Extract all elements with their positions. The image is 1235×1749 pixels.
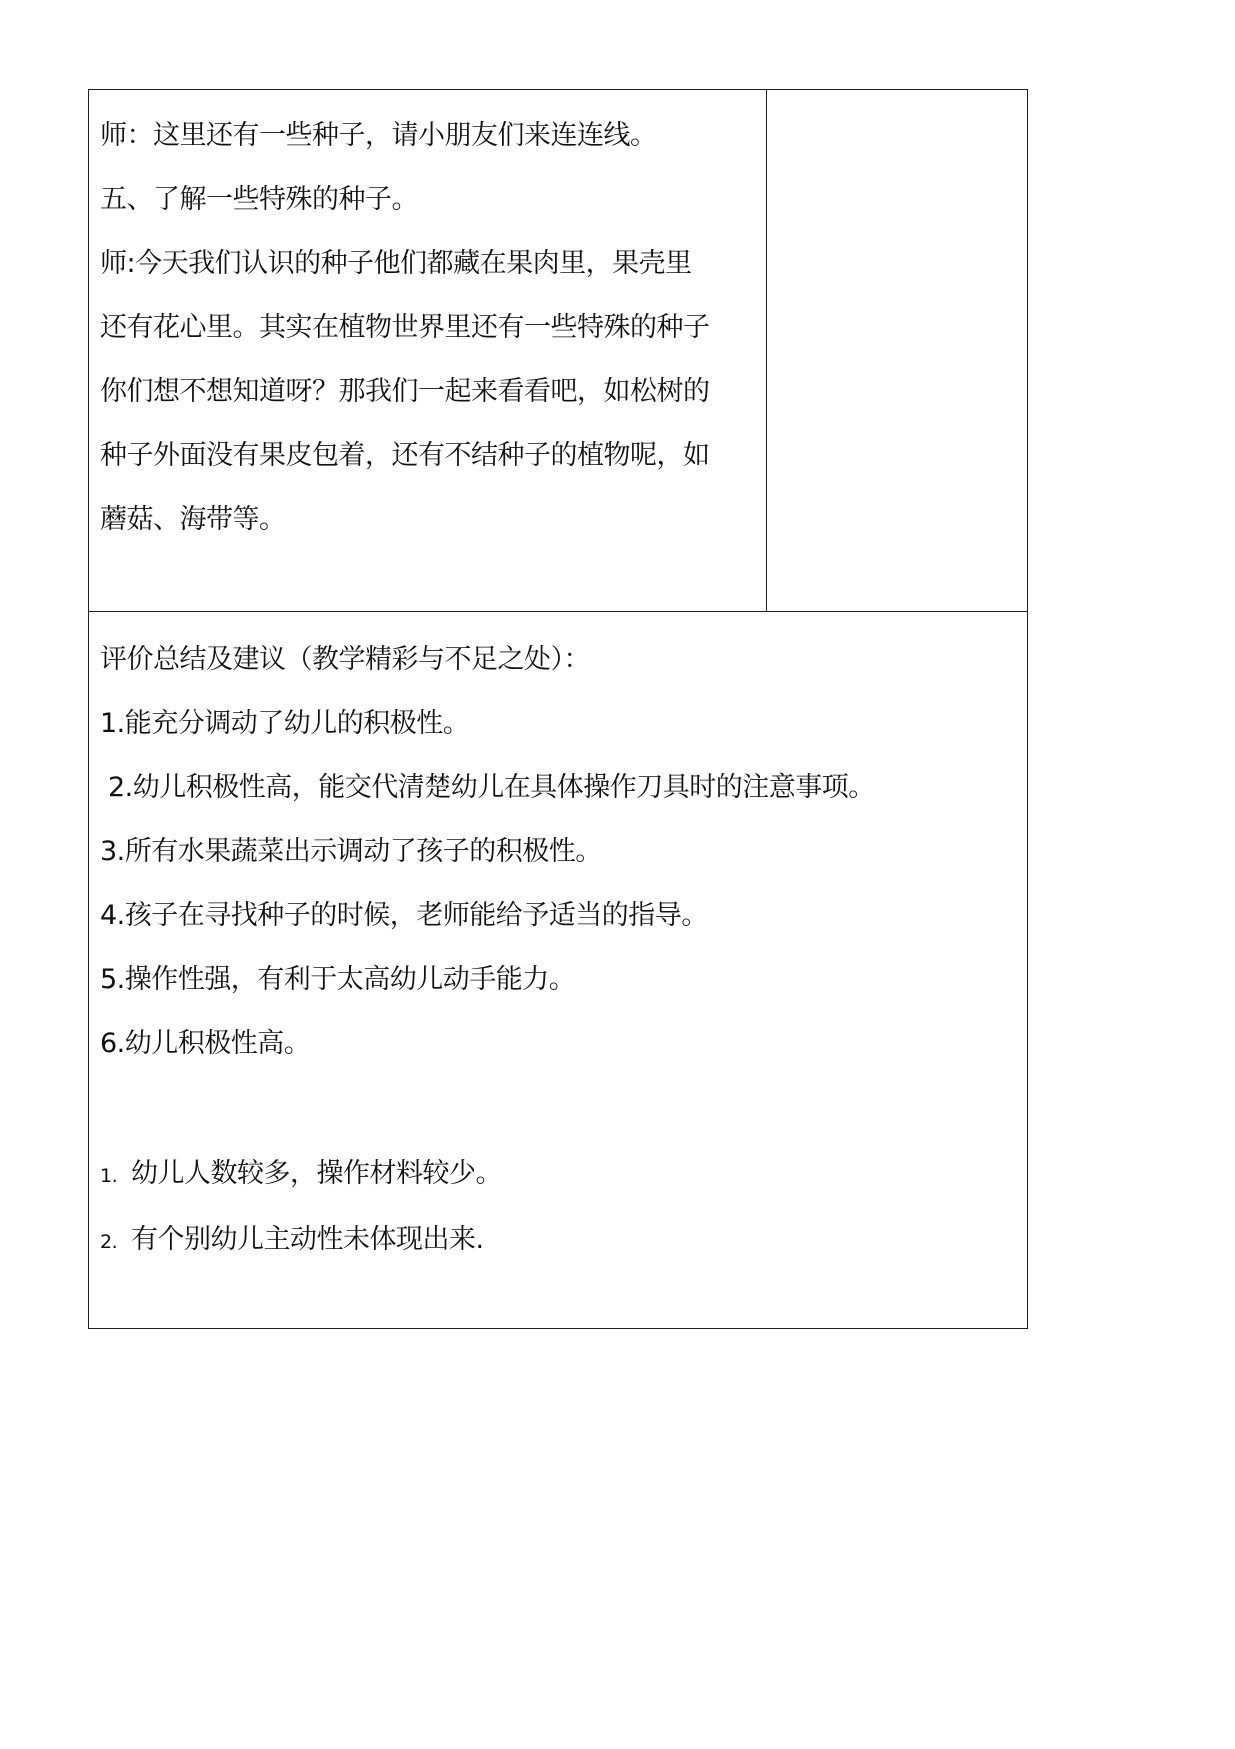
strength-item: 3.所有水果蔬菜出示调动了孩子的积极性。	[100, 836, 602, 867]
strength-item: 2.幼儿积极性高，能交代清楚幼儿在具体操作刀具时的注意事项。	[108, 772, 875, 803]
shortcoming-item	[100, 1142, 1017, 1208]
strength-item: 4.孩子在寻找种子的时候，老师能给予适当的指导。	[100, 900, 708, 931]
evaluation-cell	[89, 612, 1027, 1328]
shortcoming-text: 有个别幼儿主动性未体现出来.	[131, 1224, 484, 1255]
lesson-line: 蘑菇、海带等。	[100, 504, 286, 535]
list-number: 1.	[100, 1165, 118, 1187]
shortcoming-item	[100, 1208, 1017, 1274]
lesson-line: 还有花心里。其实在植物世界里还有一些特殊的种子	[100, 312, 710, 343]
strength-item: 6.幼儿积极性高。	[100, 1028, 311, 1059]
strength-item: 5.操作性强，有利于太高幼儿动手能力。	[100, 964, 576, 995]
lesson-line: 师:今天我们认识的种子他们都藏在果肉里，果壳里	[100, 248, 692, 279]
lesson-line: 种子外面没有果皮包着，还有不结种子的植物呢，如	[100, 440, 710, 471]
strength-item: 1.能充分调动了幼儿的积极性。	[100, 708, 470, 739]
lesson-line: 师：这里还有一些种子，请小朋友们来连连线。	[100, 120, 657, 151]
lesson-row	[89, 90, 1027, 612]
lesson-table	[88, 89, 1028, 1329]
notes-cell	[767, 90, 1027, 611]
shortcoming-text: 幼儿人数较多，操作材料较少。	[131, 1158, 502, 1189]
lesson-content-cell	[89, 90, 767, 611]
paragraph-spacer	[100, 1076, 1017, 1142]
list-number: 2.	[100, 1231, 118, 1253]
section-heading: 五、了解一些特殊的种子。	[100, 184, 418, 215]
evaluation-heading: 评价总结及建议（教学精彩与不足之处）：	[100, 644, 590, 675]
lesson-line: 你们想不想知道呀？那我们一起来看看吧，如松树的	[100, 376, 710, 407]
